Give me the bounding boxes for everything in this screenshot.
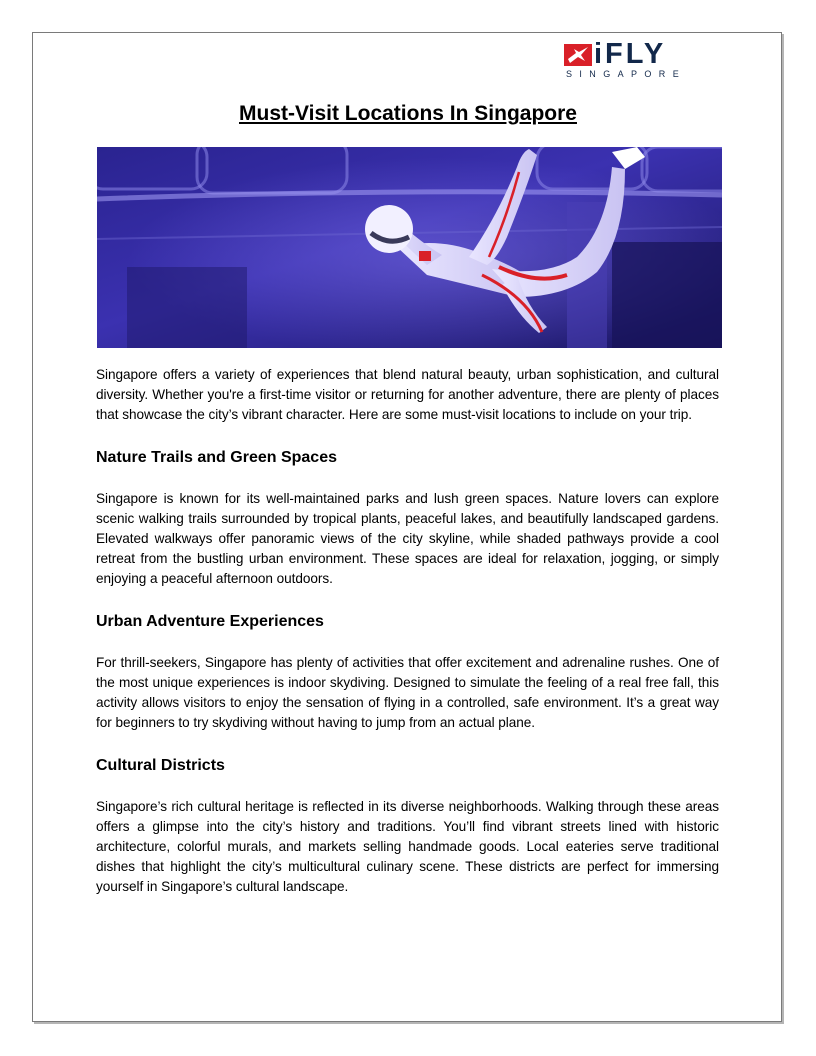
article-body — [96, 365, 719, 897]
logo-subtitle: SINGAPORE — [566, 69, 687, 79]
section-body-nature: Singapore is known for its well-maintained parks and lush green spaces. Nature lovers can explore scenic walking trails surrounded by tropical plants, peaceful lakes, and beautifully landscaped gardens. Elevated walkways offer panoramic views of the city skyline, while shaded pathways provide a cool retreat from the bustling urban environment. These spaces are ideal for relaxation, jogging, or simply enjoying a peaceful afternoon outdoors. — [96, 491, 719, 586]
ifly-logo[interactable] — [564, 38, 694, 80]
section-body-urban: For thrill-seekers, Singapore has plenty of activities that offer excitement and adrenaline rushes. One of the most unique experiences is indoor skydiving. Designed to simulate the feeling of a real free fall, this activity allows visitors to enjoy the sensation of flying in a controlled, safe environment. It’s a great way for beginners to try skydiving without having to jump from an actual plane. — [96, 655, 719, 730]
section-heading-cultural: Cultural Districts — [96, 757, 225, 774]
section-heading-urban: Urban Adventure Experiences — [96, 613, 324, 630]
logo-wordmark: iFLY — [594, 38, 667, 70]
section-heading-nature: Nature Trails and Green Spaces — [96, 449, 337, 466]
flyer-logo-icon — [564, 44, 592, 66]
hero-image — [97, 147, 722, 348]
intro-paragraph: Singapore offers a variety of experiences that blend natural beauty, urban sophistication, and cultural diversity. Whether you're a first-time visitor or returning for another adventure, there are plenty of places that showcase the city’s vibrant character. Here are some must-visit locations to include on your trip. — [96, 367, 719, 422]
section-body-cultural: Singapore’s rich cultural heritage is reflected in its diverse neighborhoods. Walking through these areas offers a glimpse into the city’s history and traditions. You’ll find vibrant streets lined with historic architecture, colorful murals, and markets selling handmade goods. Local eateries serve traditional dishes that highlight the city’s multicultural culinary scene. These districts are perfect for immersing yourself in Singapore’s cultural landscape. — [96, 799, 719, 894]
page-title: Must-Visit Locations In Singapore — [239, 102, 577, 125]
